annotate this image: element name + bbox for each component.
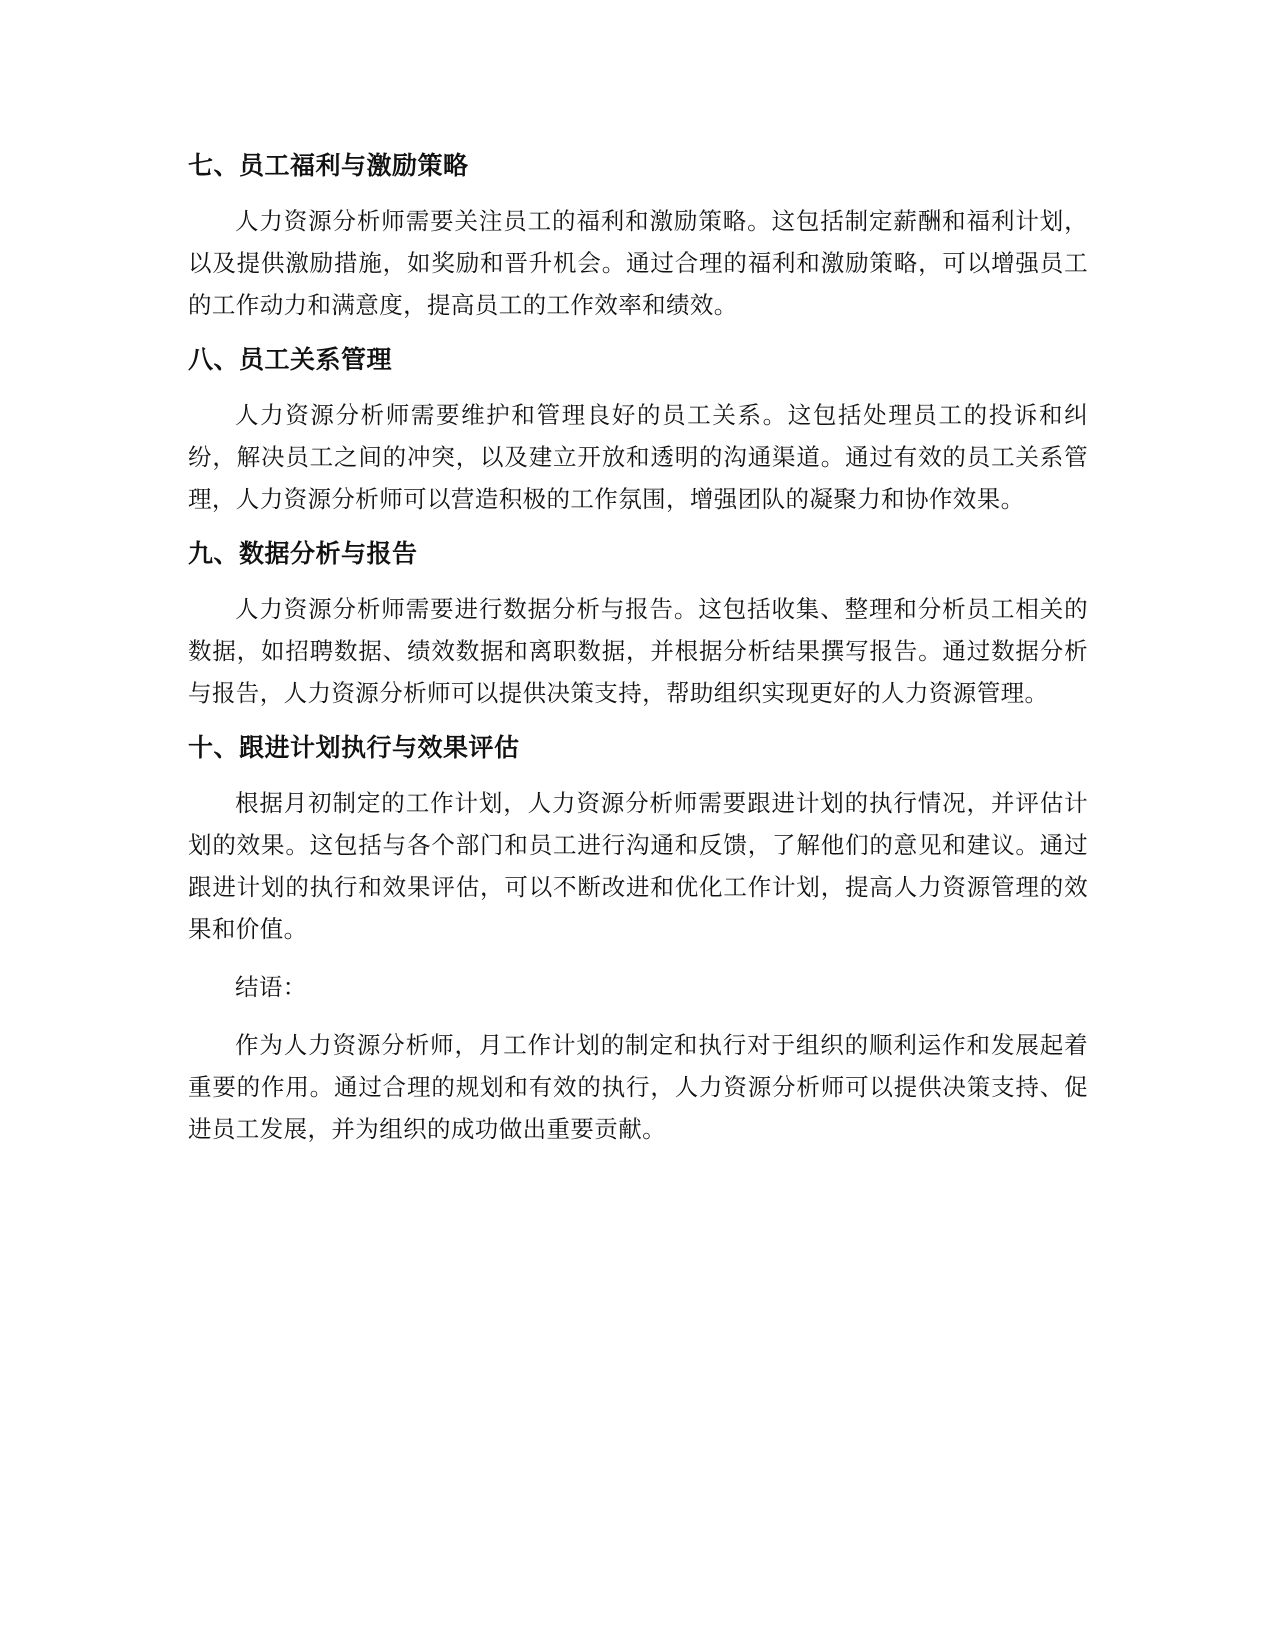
section-body-plan-followup: 根据月初制定的工作计划，人力资源分析师需要跟进计划的执行情况，并评估计划的效果。这包括与各个部门和员工进行沟通和反馈，了解他们的意见和建议。通过跟进计划的执行和效果评估，可以不断改进和优化工作计划，提高人力资源管理的效果和价值。 — [188, 789, 1088, 943]
closing-label: 结语： — [235, 973, 307, 1001]
section-body-data-analysis: 人力资源分析师需要进行数据分析与报告。这包括收集、整理和分析员工相关的数据，如招聘数据、绩效数据和离职数据，并根据分析结果撰写报告。通过数据分析与报告，人力资源分析师可以提供决策支持，帮助组织实现更好的人力资源管理。 — [188, 595, 1088, 707]
section-heading-plan-followup: 十、跟进计划执行与效果评估 — [188, 733, 520, 762]
section-heading-employee-relations: 八、员工关系管理 — [188, 345, 393, 374]
section-heading-benefits: 七、员工福利与激励策略 — [188, 151, 469, 180]
closing-body: 作为人力资源分析师，月工作计划的制定和执行对于组织的顺利运作和发展起着重要的作用。通过合理的规划和有效的执行，人力资源分析师可以提供决策支持、促进员工发展，并为组织的成功做出重要贡献。 — [188, 1031, 1088, 1143]
section-body-employee-relations: 人力资源分析师需要维护和管理良好的员工关系。这包括处理员工的投诉和纠纷，解决员工之间的冲突，以及建立开放和透明的沟通渠道。通过有效的员工关系管理，人力资源分析师可以营造积极的工作氛围，增强团队的凝聚力和协作效果。 — [188, 401, 1088, 513]
section-body-benefits: 人力资源分析师需要关注员工的福利和激励策略。这包括制定薪酬和福利计划，以及提供激励措施，如奖励和晋升机会。通过合理的福利和激励策略，可以增强员工的工作动力和满意度，提高员工的工作效率和绩效。 — [188, 207, 1088, 319]
section-heading-data-analysis: 九、数据分析与报告 — [188, 539, 418, 568]
document-content — [188, 146, 1088, 1150]
